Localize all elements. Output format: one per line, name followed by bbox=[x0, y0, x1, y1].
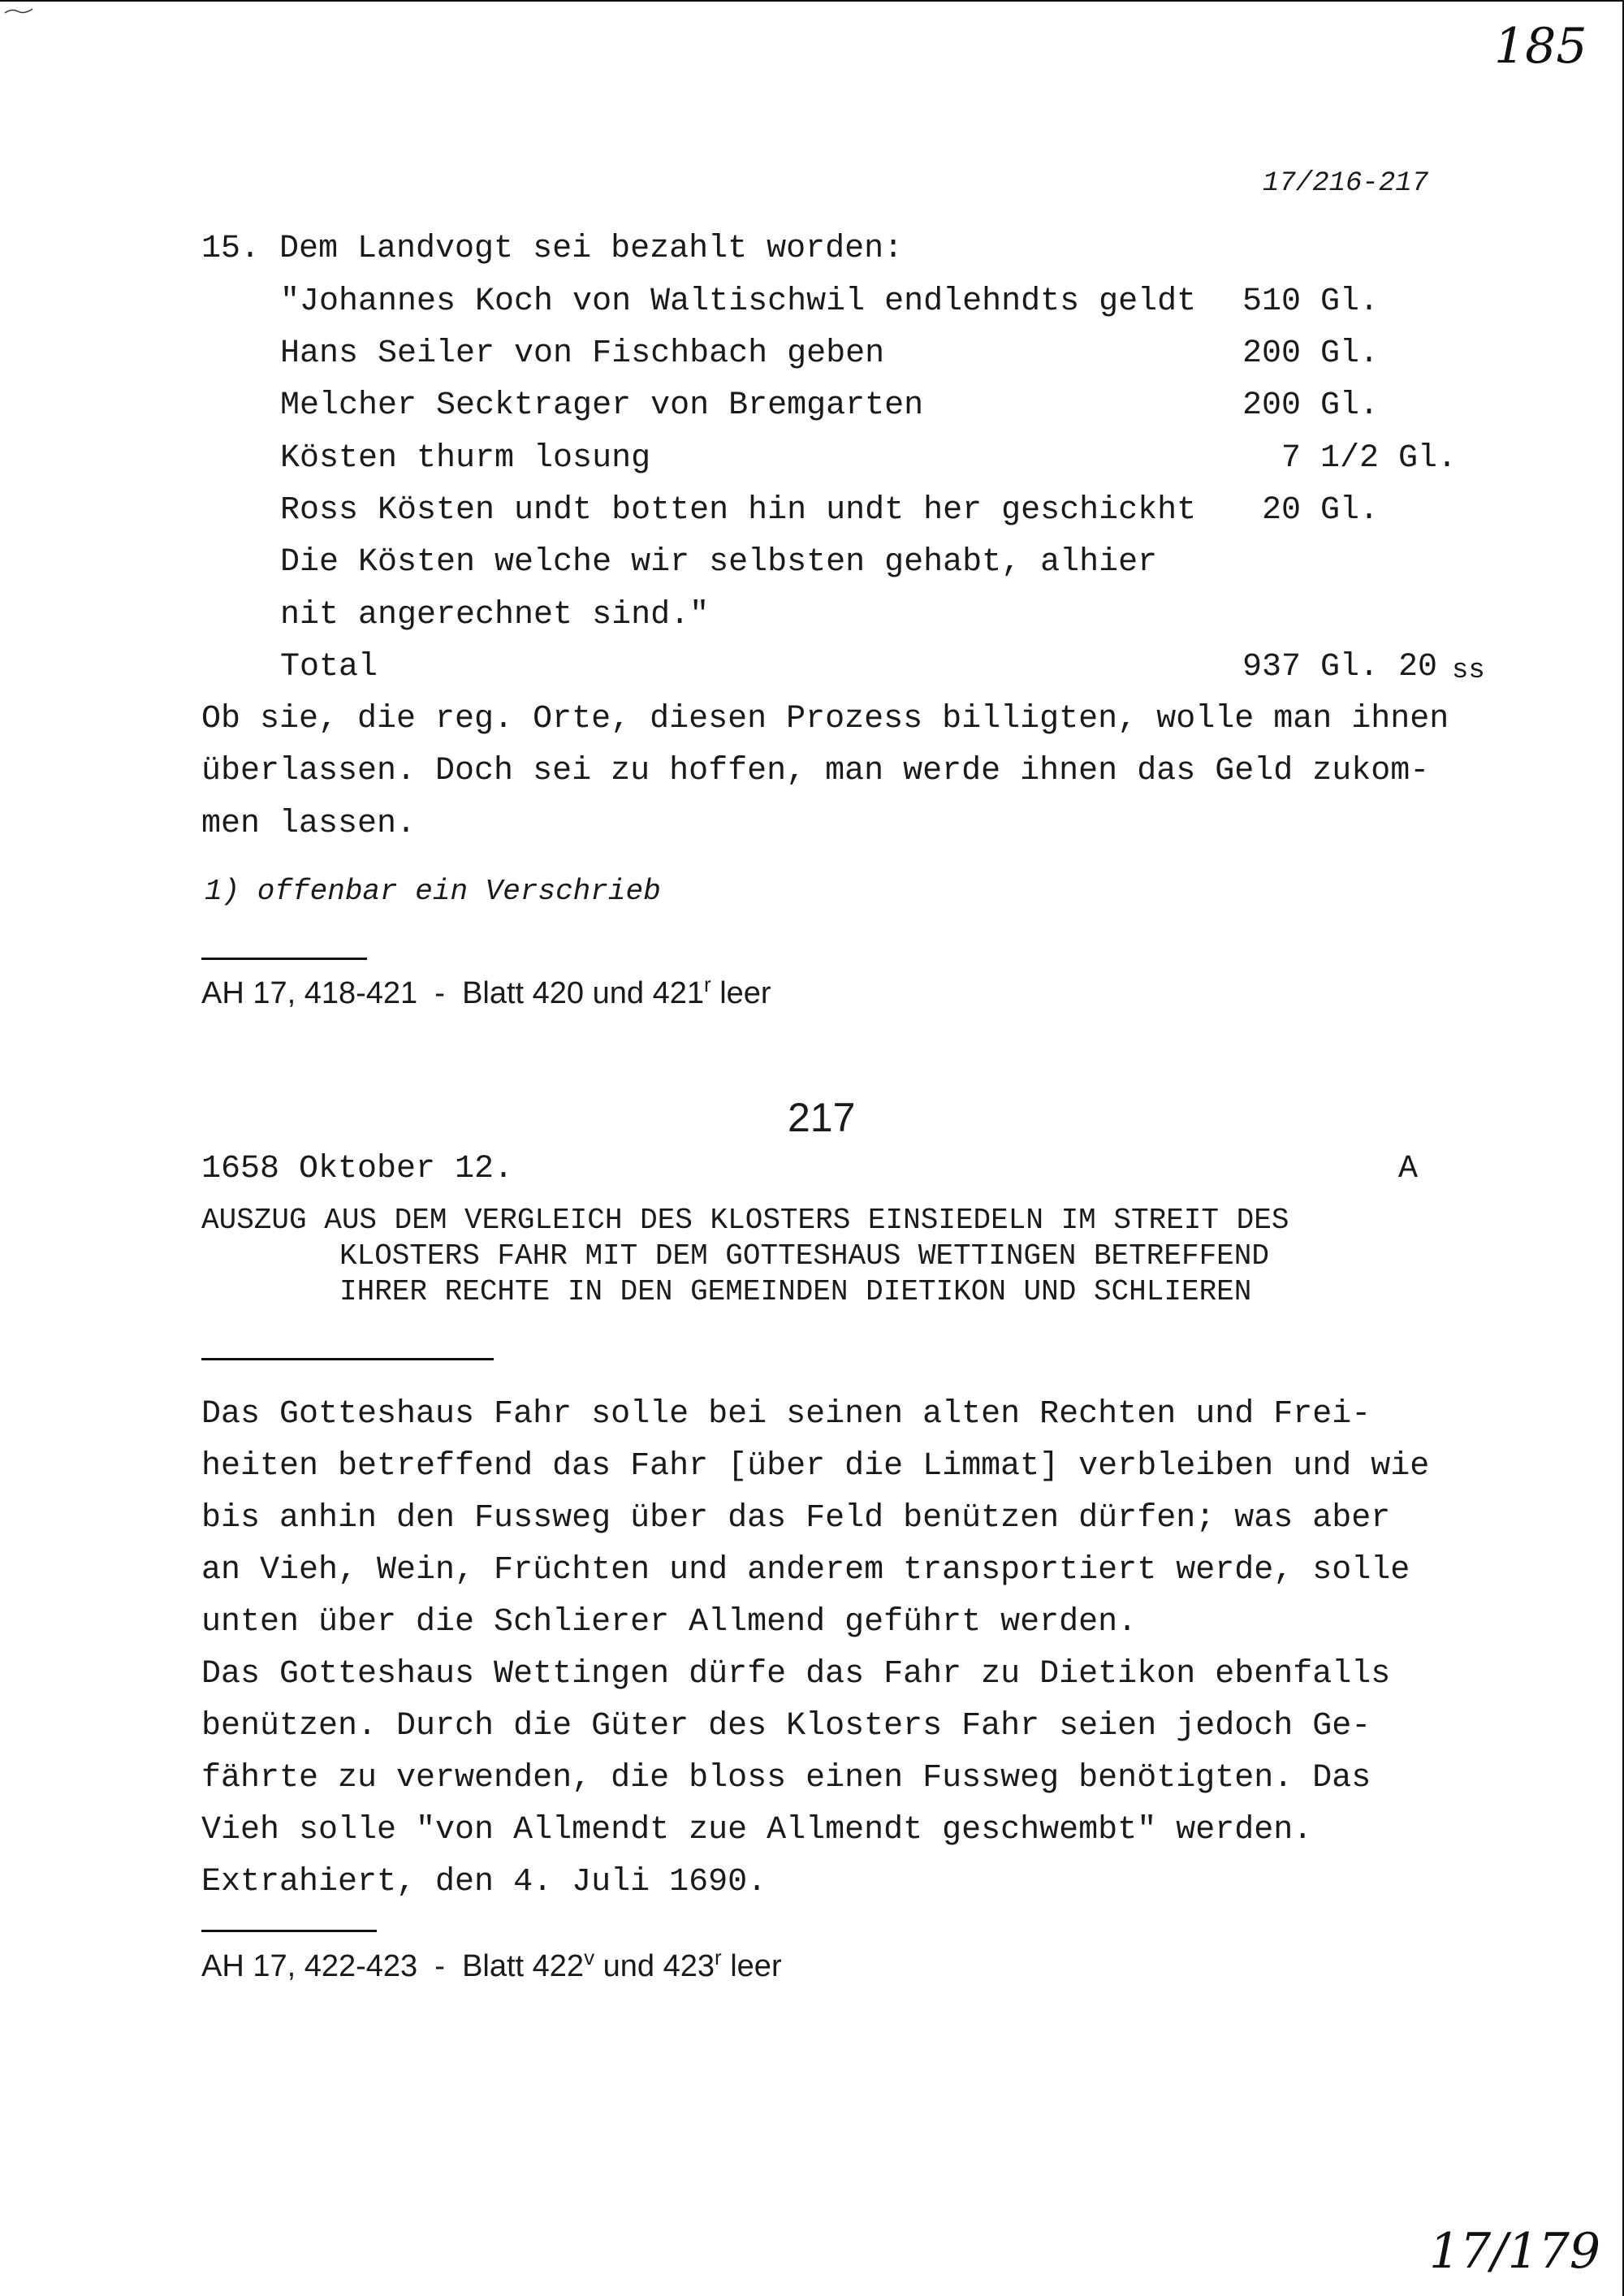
payment-amount: 200 Gl. bbox=[1242, 387, 1380, 424]
payment-text: Die Kösten welche wir selbsten gehabt, alhier bbox=[280, 544, 1158, 581]
body-line: Extrahiert, den 4. Juli 1690. bbox=[201, 1864, 767, 1900]
body-line: bis anhin den Fussweg über das Feld benützen dürfen; was aber bbox=[201, 1500, 1391, 1537]
source-superscript: r bbox=[703, 972, 711, 997]
source-line bbox=[201, 1945, 782, 1984]
source-text: AH 17, 418-421 - Blatt 420 und 421 bbox=[201, 976, 704, 1010]
title-divider bbox=[201, 1358, 494, 1360]
body-line: fährte zu verwenden, die bloss einen Fussweg benötigten. Das bbox=[201, 1760, 1371, 1797]
payment-text: Ross Kösten undt botten hin undt her geschickht bbox=[280, 492, 1197, 529]
paragraph-line: Ob sie, die reg. Orte, diesen Prozess billigten, wolle man ihnen bbox=[201, 701, 1449, 737]
source-text-mid: und 423 bbox=[594, 1949, 715, 1983]
payment-amount: 20 Gl. bbox=[1262, 492, 1380, 529]
body-line: Das Gotteshaus Wettingen dürfe das Fahr zu Dietikon ebenfalls bbox=[201, 1656, 1391, 1693]
payment-text: Melcher Secktrager von Bremgarten bbox=[280, 387, 924, 424]
payment-amount: 7 1/2 Gl. bbox=[1281, 440, 1458, 477]
payment-text: Kösten thurm losung bbox=[280, 440, 651, 477]
corner-scribble bbox=[3, 6, 36, 15]
source-text-end: leer bbox=[710, 976, 771, 1010]
handwritten-folio-number: 17/179 bbox=[1429, 2223, 1601, 2280]
document-title-line: KLOSTERS FAHR MIT DEM GOTTESHAUS WETTINGEN BETREFFEND bbox=[339, 1239, 1269, 1273]
paragraph-line: überlassen. Doch sei zu hoffen, man werde ihnen das Geld zukom- bbox=[201, 753, 1430, 789]
body-line: benützen. Durch die Güter des Klosters Fahr seien jedoch Ge- bbox=[201, 1708, 1371, 1745]
source-divider bbox=[201, 958, 367, 960]
payment-text: "Johannes Koch von Waltischwil endlehndts geldt bbox=[280, 283, 1197, 320]
paragraph-line: men lassen. bbox=[201, 806, 417, 842]
body-line: unten über die Schlierer Allmend geführt werden. bbox=[201, 1604, 1138, 1641]
total-unit: ss bbox=[1452, 655, 1485, 686]
source-text: AH 17, 422-423 - Blatt 422 bbox=[201, 1949, 585, 1983]
source-superscript: r bbox=[715, 1945, 722, 1970]
footnote: 1) offenbar ein Verschrieb bbox=[205, 875, 661, 908]
total-label: Total bbox=[280, 649, 378, 685]
source-line bbox=[201, 972, 771, 1011]
document-letter: A bbox=[1398, 1151, 1419, 1187]
source-divider bbox=[201, 1930, 377, 1932]
payment-text: nit angerechnet sind." bbox=[280, 597, 710, 633]
reference-code: 17/216-217 bbox=[1263, 168, 1429, 199]
document-number: 217 bbox=[788, 1095, 856, 1140]
payment-amount: 200 Gl. bbox=[1242, 335, 1380, 372]
body-line: Das Gotteshaus Fahr solle bei seinen alten Rechten und Frei- bbox=[201, 1396, 1371, 1433]
document-title-line: AUSZUG AUS DEM VERGLEICH DES KLOSTERS EINSIEDELN IM STREIT DES bbox=[201, 1204, 1289, 1237]
body-line: heiten betreffend das Fahr [über die Limmat] verbleiben und wie bbox=[201, 1448, 1430, 1485]
section-15-lead: 15. Dem Landvogt sei bezahlt worden: bbox=[201, 231, 904, 267]
payment-text: Hans Seiler von Fischbach geben bbox=[280, 335, 885, 372]
document-date: 1658 Oktober 12. bbox=[201, 1151, 514, 1187]
body-line: an Vieh, Wein, Früchten und anderem transportiert werde, solle bbox=[201, 1552, 1410, 1589]
total-amount: 937 Gl. 20 bbox=[1242, 649, 1438, 685]
payment-amount: 510 Gl. bbox=[1242, 283, 1380, 320]
body-line: Vieh solle "von Allmendt zue Allmendt geschwembt" werden. bbox=[201, 1812, 1313, 1848]
document-title-line: IHRER RECHTE IN DEN GEMEINDEN DIETIKON UND SCHLIEREN bbox=[339, 1275, 1252, 1308]
source-text-end: leer bbox=[721, 1949, 782, 1983]
source-superscript: v bbox=[584, 1945, 595, 1970]
handwritten-page-number: 185 bbox=[1494, 18, 1587, 75]
